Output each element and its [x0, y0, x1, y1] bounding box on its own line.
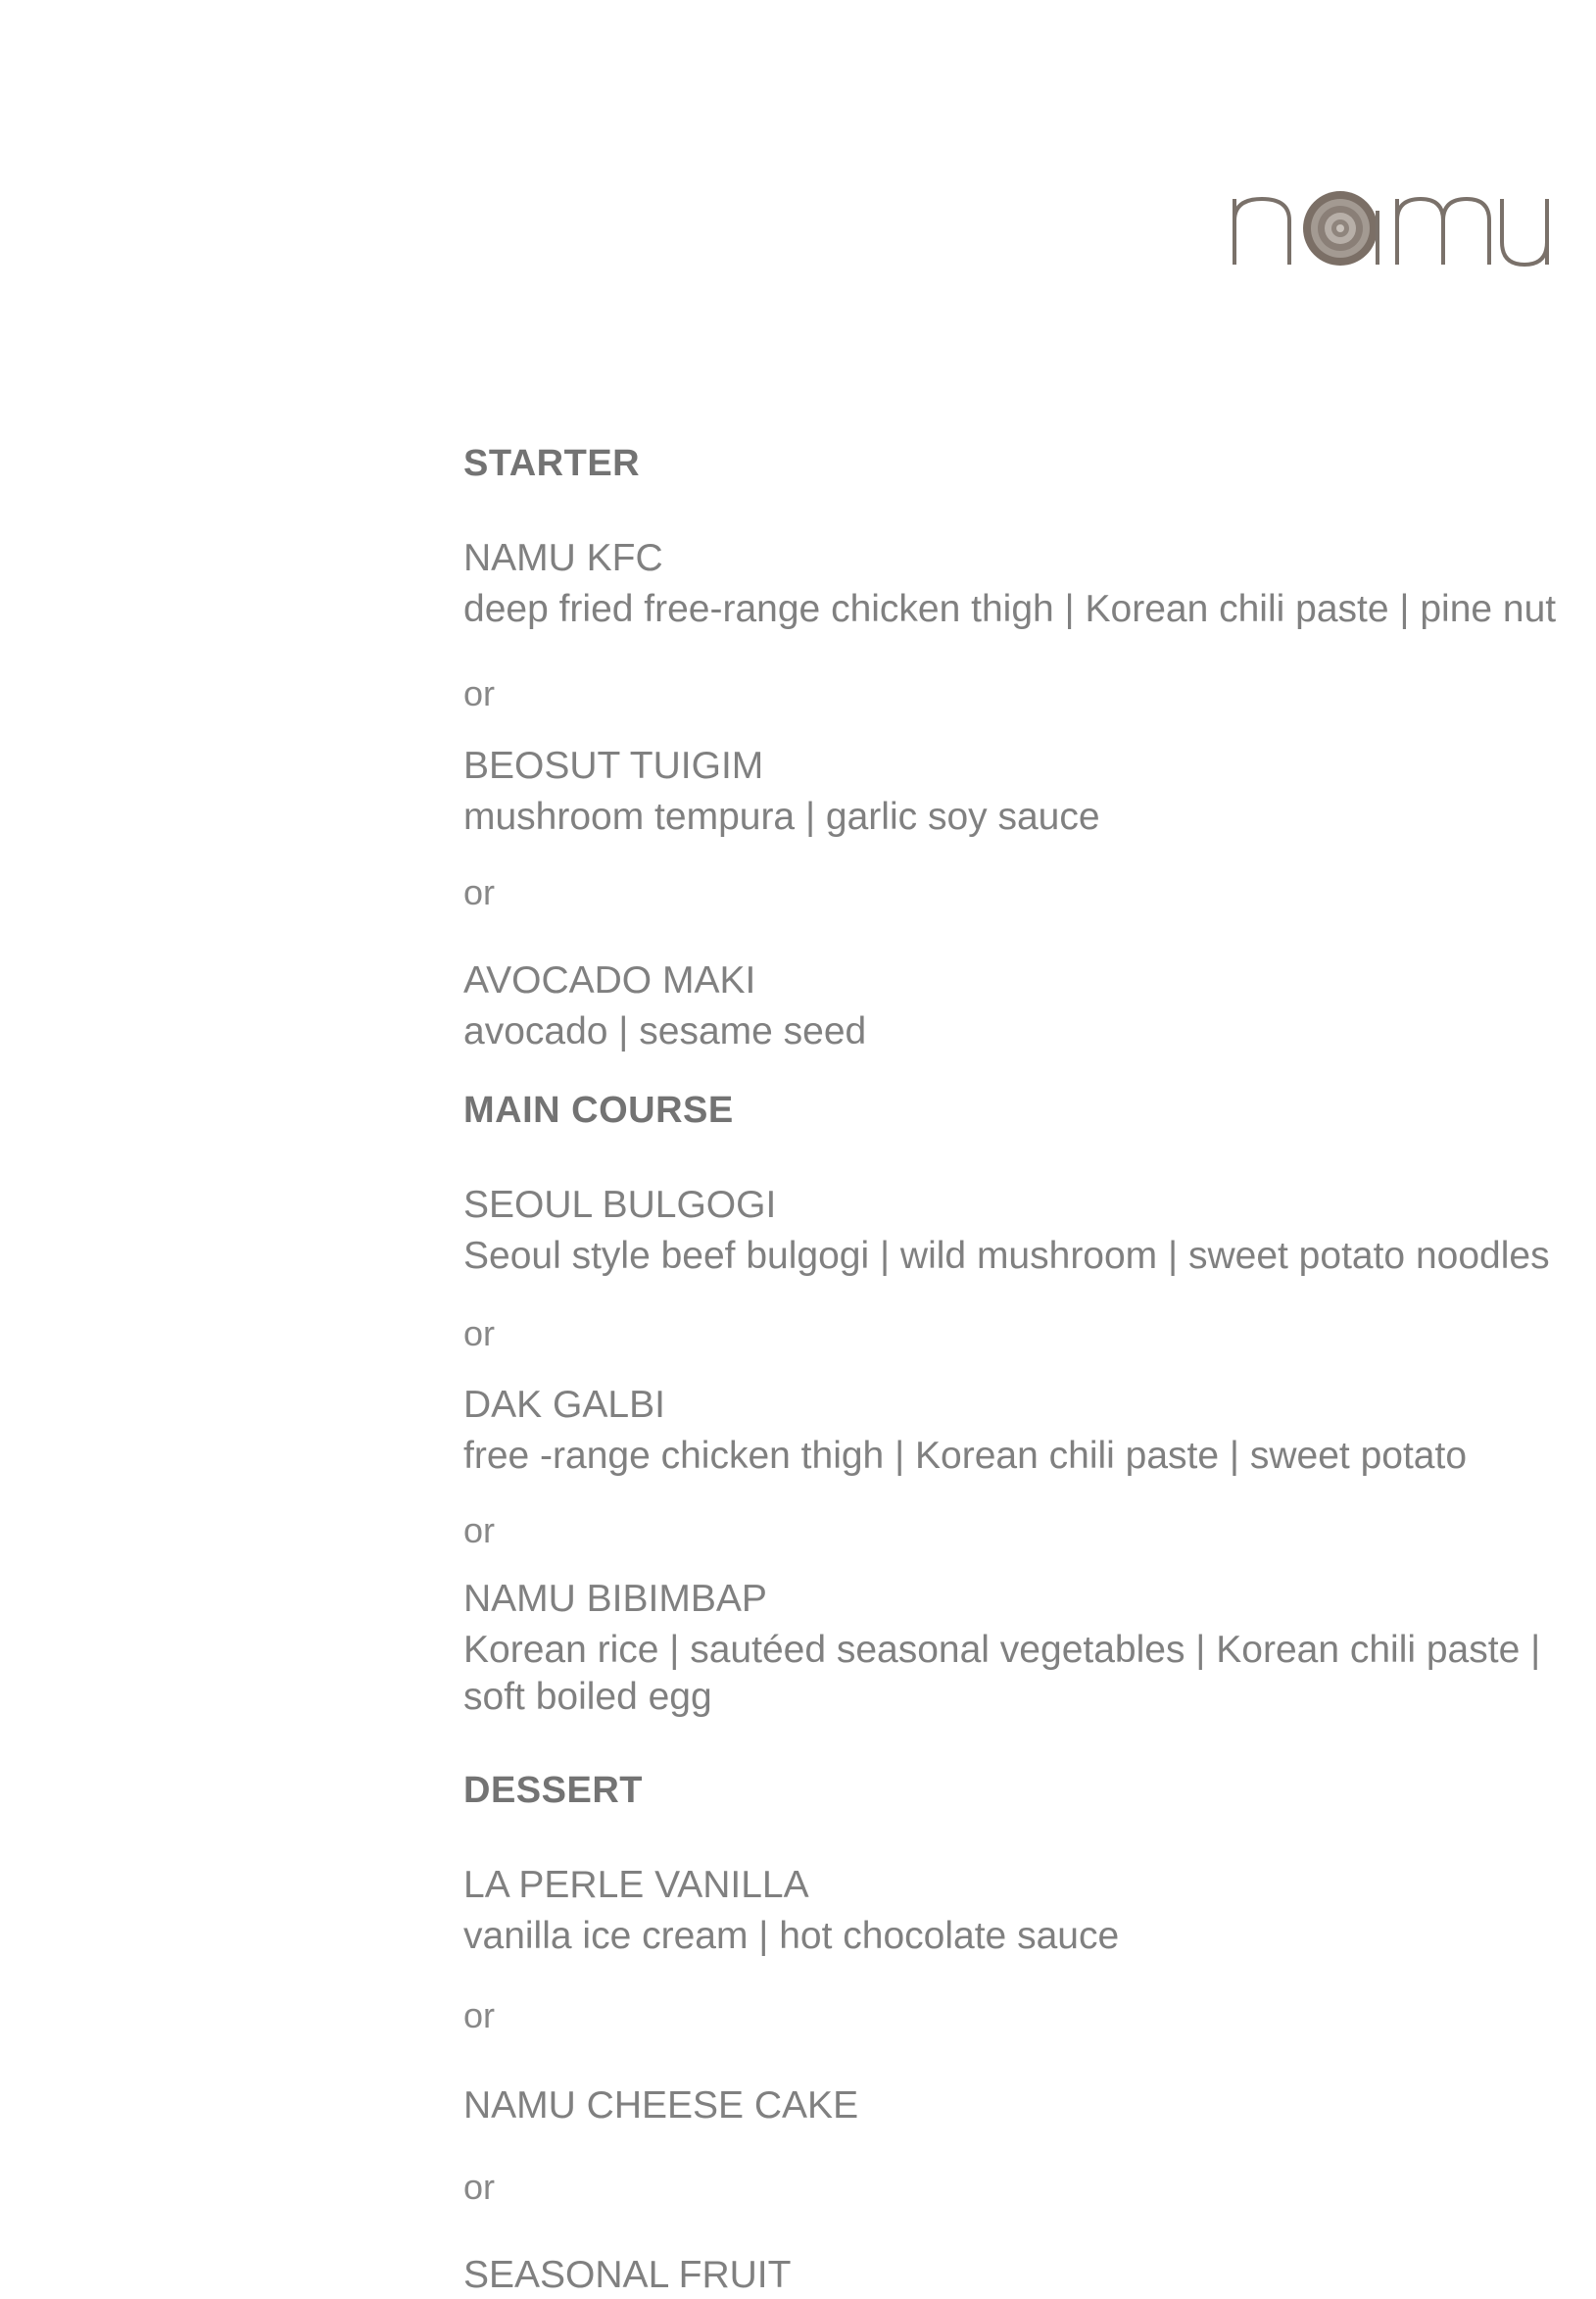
dish-description: Seoul style beef bulgogi | wild mushroom | sweet potato noodles	[463, 1235, 1550, 1277]
dish-description: free -range chicken thigh | Korean chili paste | sweet potato	[463, 1435, 1468, 1477]
dish-name: AVOCADO MAKI	[463, 959, 756, 1002]
ring-icon	[1303, 191, 1378, 266]
dish-description: Korean rice | sautéed seasonal vegetables | Korean chili paste |	[463, 1629, 1541, 1671]
or-separator: or	[463, 1510, 496, 1550]
dish-name: DAK GALBI	[463, 1384, 665, 1426]
dish-description: soft boiled egg	[463, 1676, 712, 1718]
dish-name: LA PERLE VANILLA	[463, 1864, 809, 1906]
or-separator: or	[463, 1313, 496, 1353]
or-separator: or	[463, 2167, 496, 2207]
dish-name: NAMU KFC	[463, 537, 663, 579]
dish-name: BEOSUT TUIGIM	[463, 745, 764, 787]
dish-description: deep fried free-range chicken thigh | Korean chili paste | pine nut	[463, 588, 1557, 630]
or-separator: or	[463, 872, 496, 912]
dish-name: NAMU CHEESE CAKE	[463, 2084, 859, 2127]
or-separator: or	[463, 1995, 496, 2035]
dish-name: SEOUL BULGOGI	[463, 1184, 777, 1226]
dish-description: vanilla ice cream | hot chocolate sauce	[463, 1915, 1120, 1957]
or-separator: or	[463, 673, 496, 713]
dish-name: SEASONAL FRUIT	[463, 2254, 792, 2296]
dish-description: mushroom tempura | garlic soy sauce	[463, 796, 1100, 838]
dessert-heading: DESSERT	[463, 1770, 643, 1811]
dish-name: NAMU BIBIMBAP	[463, 1578, 767, 1620]
namu-logo	[1233, 171, 1551, 269]
dish-description: avocado | sesame seed	[463, 1010, 867, 1052]
starter-heading: STARTER	[463, 443, 641, 484]
main-course-heading: MAIN COURSE	[463, 1090, 734, 1131]
